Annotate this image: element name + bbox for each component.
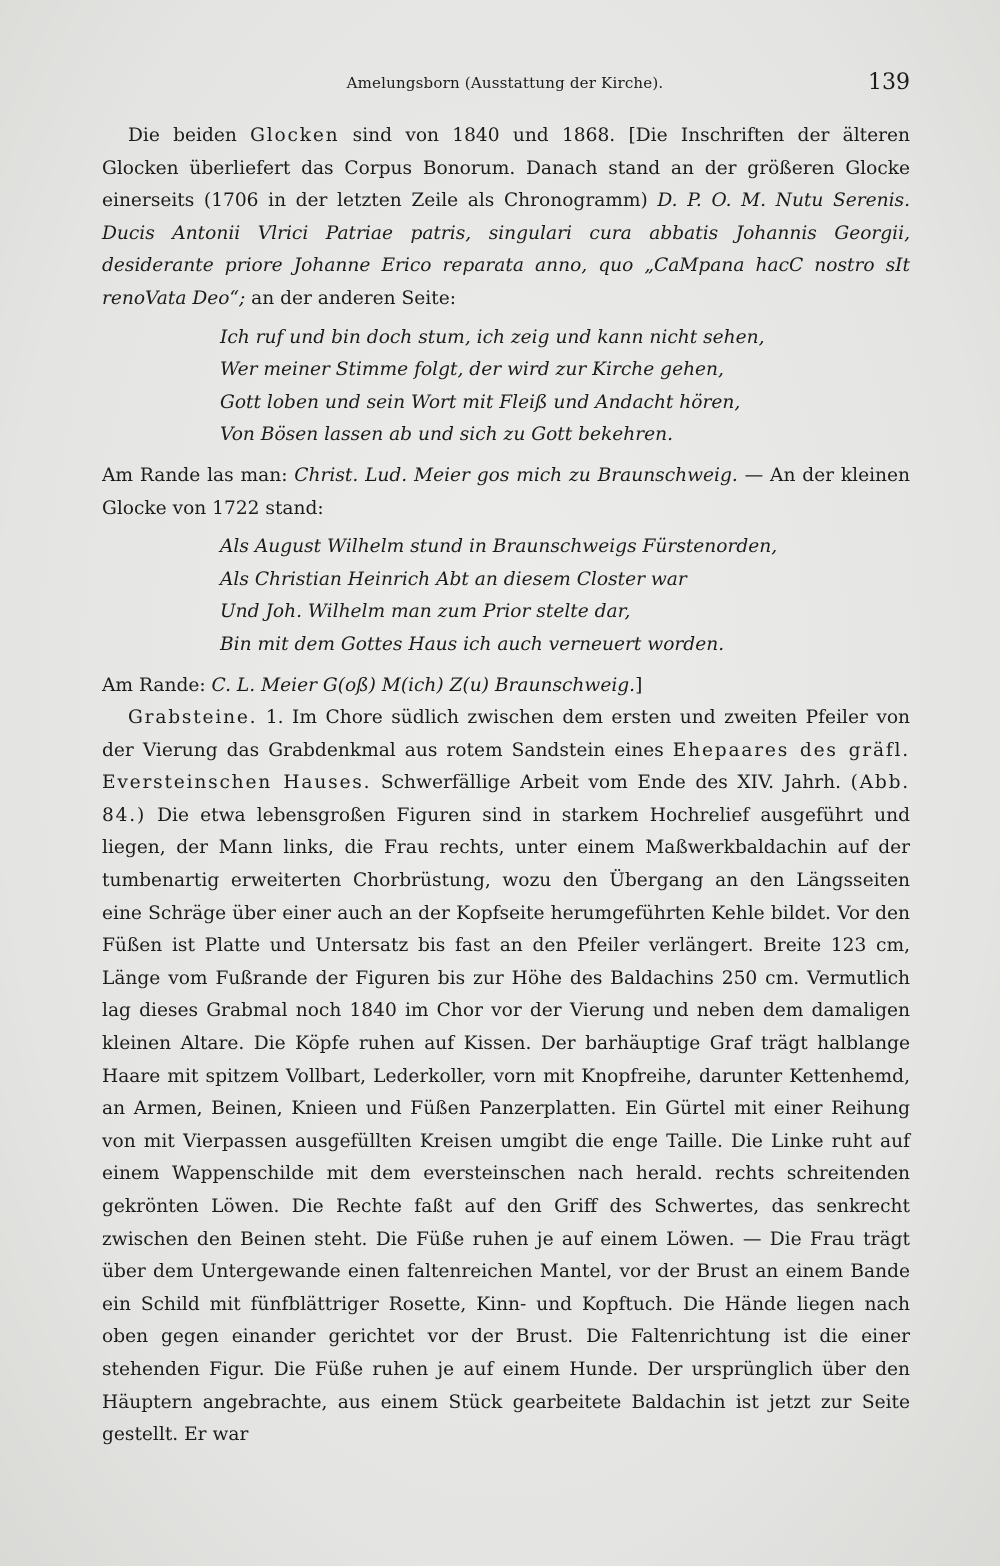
- p2-text-b: — An der kleinen Glocke von 1722 stand:: [102, 464, 910, 519]
- p1-latin-inscription: D. P. O. M. Nutu Serenis. Ducis Antonii Vlrici Patriae patris, singulari cura abbatis Johannis Georgii, desiderante priore Johanne Erico reparata anno, quo „CaMpana hacC nostro sIt renoVata Deo“;: [102, 190, 910, 309]
- p4-text-b: Schwerfällige Arbeit vom Ende des XIV. Jahrh.: [371, 772, 851, 794]
- paragraph-rim-large-bell: [102, 460, 910, 525]
- paragraph-gravestones: [102, 702, 910, 1452]
- body-text: [102, 120, 910, 1452]
- running-title: Amelungsborn (Ausstattung der Kirche).: [346, 74, 664, 92]
- verse-line: Als August Wilhelm stund in Braunschweigs Fürstenorden,: [220, 536, 778, 558]
- paragraph-rim-small-bell: [102, 670, 910, 703]
- p4-text-a: 1. Im Chore südlich zwischen dem ersten und zweiten Pfeiler von der Vierung das Grabdenkmal aus rotem Sandstein eines: [102, 707, 910, 761]
- verse-line: Ich ruf und bin doch stum, ich zeig und kann nicht sehen,: [220, 326, 765, 348]
- verse-large-bell: [220, 322, 910, 452]
- p4-figure-ref: (Abb. 84.): [102, 772, 910, 826]
- paragraph-bells: [102, 120, 910, 316]
- verse-line: Von Bösen lassen ab und sich zu Gott bekehren.: [220, 424, 674, 446]
- p1-text-c: an der anderen Seite:: [245, 287, 456, 309]
- p3-founder-inscription: C. L. Meier G(oß) M(ich) Z(u) Braunschweig.: [211, 674, 636, 696]
- p4-text-c: Die etwa lebensgroßen Figuren sind in starkem Hochrelief ausgeführt und liegen, der Mann links, die Frau rechts, unter einem Maßwerkbaldachin auf der tumbenartig erweiterten Chorbrüstung, wozu den Übergang an den Längsseiten eine Schräge über einer auch an der Kopfseite herumgeführten Kehle bildet. Vor den Füßen ist Platte und Untersatz bis fast an den Pfeiler verlängert. Breite 123 cm, Länge vom Fußrande der Figuren bis zur Höhe des Baldachins 250 cm. Vermutlich lag dieses Grabmal noch 1840 im Chor vor der Vierung und neben dem damaligen kleinen Altare. Die Köpfe ruhen auf Kissen. Der barhäuptige Graf trägt halblange Haare mit spitzem Vollbart, Lederkoller, vorn mit Knopfreihe, darunter Kettenhemd, an Armen, Beinen, Knieen und Füßen Panzerplatten. Ein Gürtel mit einer Reihung von mit Vierpassen ausgefüllten Kreisen umgibt die enge Taille. Die Linke ruht auf einem Wappenschilde mit dem eversteinschen nach herald. rechts schreitenden gekrönten Löwen. Die Rechte faßt auf den Griff des Schwertes, das senkrecht zwischen den Beinen steht. Die Füße ruhen je auf einem Löwen. — Die Frau trägt über dem Untergewande einen faltenreichen Mantel, vor der Brust an einem Bande ein Schild mit fünfblättriger Rosette, Kinn- und Kopftuch. Die Hände liegen nach oben gegen einander gerichtet vor der Brust. Die Faltenrichtung ist die einer stehenden Figur. Die Füße ruhen je auf einem Hunde. Der ursprünglich über den Häuptern angebrachte, aus einem Stück gearbeitete Baldachin ist jetzt zur Seite gestellt. Er war: [102, 804, 910, 1446]
- verse-line: Bin mit dem Gottes Haus ich auch verneuert worden.: [220, 633, 725, 655]
- p1-text-a: Die beiden: [128, 125, 251, 146]
- verse-line: Als Christian Heinrich Abt an diesem Closter war: [220, 568, 687, 590]
- p2-founder-inscription: Christ. Lud. Meier gos mich zu Braunschweig.: [294, 464, 738, 486]
- p1-text-b: sind von 1840 und 1868. [Die Inschriften der älteren Glocken überliefert das Corpus Bonorum. Danach stand an der größeren Glocke einerseits (1706 in der letzten Zeile als Chronogramm): [102, 125, 910, 212]
- p1-glocken: Glocken: [250, 125, 340, 146]
- verse-small-bell: [220, 531, 910, 661]
- verse-line: Gott loben und sein Wort mit Fleiß und Andacht hören,: [220, 391, 741, 413]
- verse-line: Und Joh. Wilhelm man zum Prior stelte dar,: [220, 601, 631, 623]
- page-header: [100, 70, 910, 100]
- p4-heading-grabsteine: Grabsteine.: [128, 707, 258, 729]
- p2-text-a: Am Rande las man:: [102, 464, 295, 486]
- verse-line: Wer meiner Stimme folgt, der wird zur Kirche gehen,: [220, 359, 724, 381]
- page-number: 139: [868, 70, 910, 95]
- p3-text-a: Am Rande:: [102, 674, 212, 696]
- p4-ehepaar: Ehepaares des gräfl. Eversteinschen Hauses.: [102, 739, 910, 794]
- p3-text-b: ]: [635, 674, 643, 696]
